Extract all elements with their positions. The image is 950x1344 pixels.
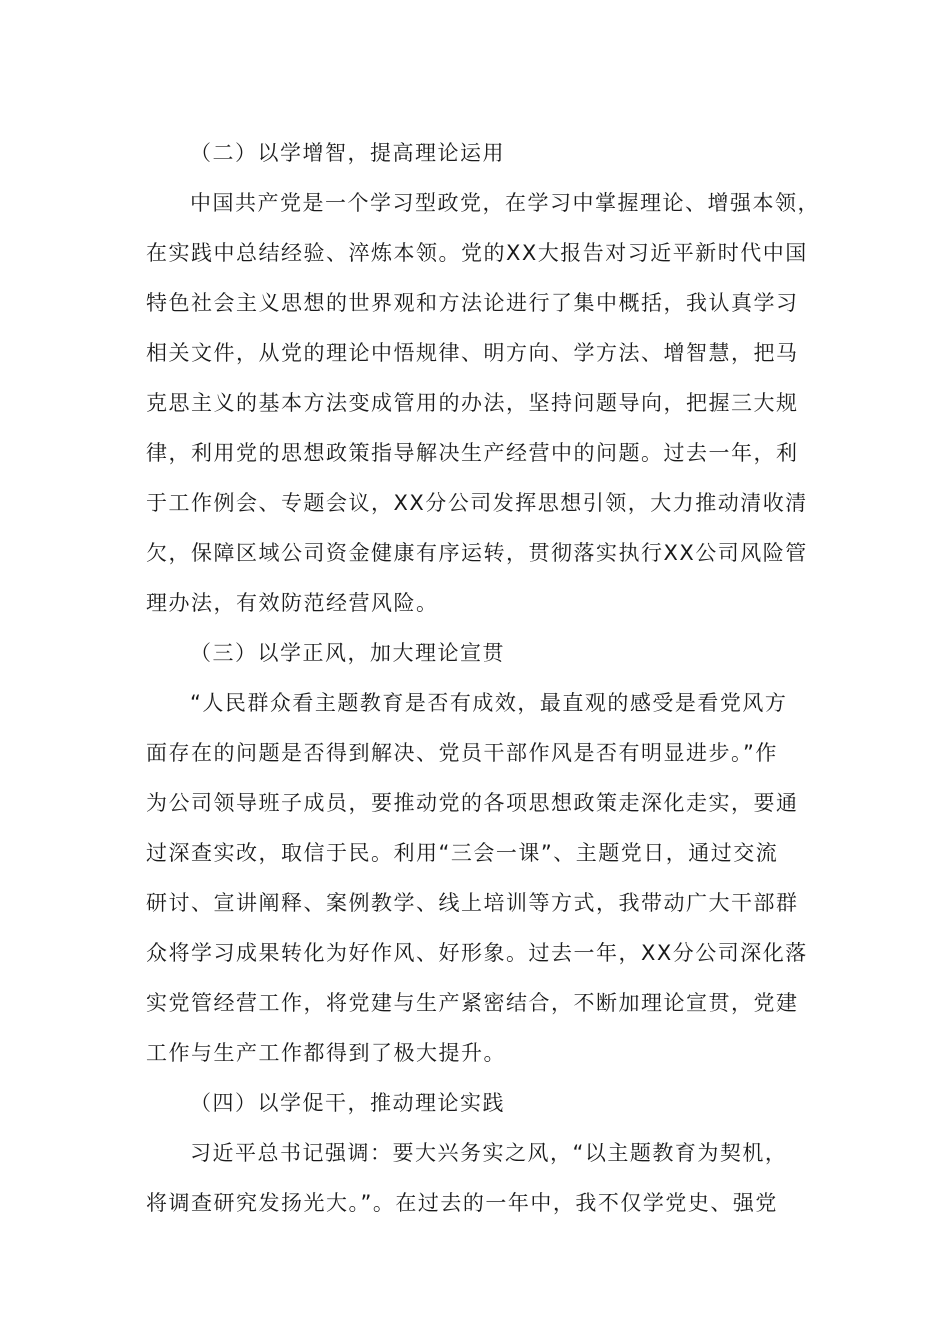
paragraph-line: 面存在的问题是否得到解决、党员干部作风是否有明显进步。”作: [146, 741, 778, 765]
paragraph-line: 特色社会主义思想的世界观和方法论进行了集中概括，我认真学习: [146, 291, 799, 315]
paragraph-line: 为公司领导班子成员，要推动党的各项思想政策走深化走实，要通: [146, 791, 799, 815]
paragraph-line: 欠，保障区域公司资金健康有序运转，贯彻落实执行XX公司风险管: [146, 541, 808, 565]
section-heading-2: （二）以学增智，提高理论运用: [190, 141, 505, 165]
paragraph-line: 过深查实改，取信于民。利用“三会一课”、主题党日，通过交流: [146, 841, 779, 865]
paragraph-line: 实党管经营工作，将党建与生产紧密结合，不断加理论宣贯，党建: [146, 991, 799, 1015]
section-heading-3: （三）以学正风，加大理论宣贯: [190, 641, 505, 665]
paragraph-line: 中国共产党是一个学习型政党，在学习中掌握理论、增强本领，: [190, 191, 820, 215]
paragraph-line: 克思主义的基本方法变成管用的办法，坚持问题导向，把握三大规: [146, 391, 799, 415]
paragraph-line: 将调查研究发扬光大。”。在过去的一年中，我不仅学党史、强党: [146, 1191, 778, 1215]
paragraph-line: 律，利用党的思想政策指导解决生产经营中的问题。过去一年，利: [146, 441, 799, 465]
document-body: [146, 128, 820, 1228]
paragraph-line: 工作与生产工作都得到了极大提升。: [146, 1041, 506, 1065]
paragraph-line: 理办法，有效防范经营风险。: [146, 591, 439, 615]
paragraph-line: 众将学习成果转化为好作风、好形象。过去一年，XX分公司深化落: [146, 941, 808, 965]
paragraph-line: 相关文件，从党的理论中悟规律、明方向、学方法、增智慧，把马: [146, 341, 799, 365]
paragraph-line: 在实践中总结经验、淬炼本领。党的XX大报告对习近平新时代中国: [146, 241, 808, 265]
paragraph-line: 于工作例会、专题会议，XX分公司发挥思想引领，大力推动清收清: [146, 491, 808, 515]
section-heading-4: （四）以学促干，推动理论实践: [190, 1091, 505, 1115]
paragraph-line: “人民群众看主题教育是否有成效，最直观的感受是看党风方: [190, 691, 788, 715]
paragraph-line: 习近平总书记强调：要大兴务实之风，“以主题教育为契机，: [190, 1141, 788, 1165]
paragraph-line: 研讨、宣讲阐释、案例教学、线上培训等方式，我带动广大干部群: [146, 891, 799, 915]
